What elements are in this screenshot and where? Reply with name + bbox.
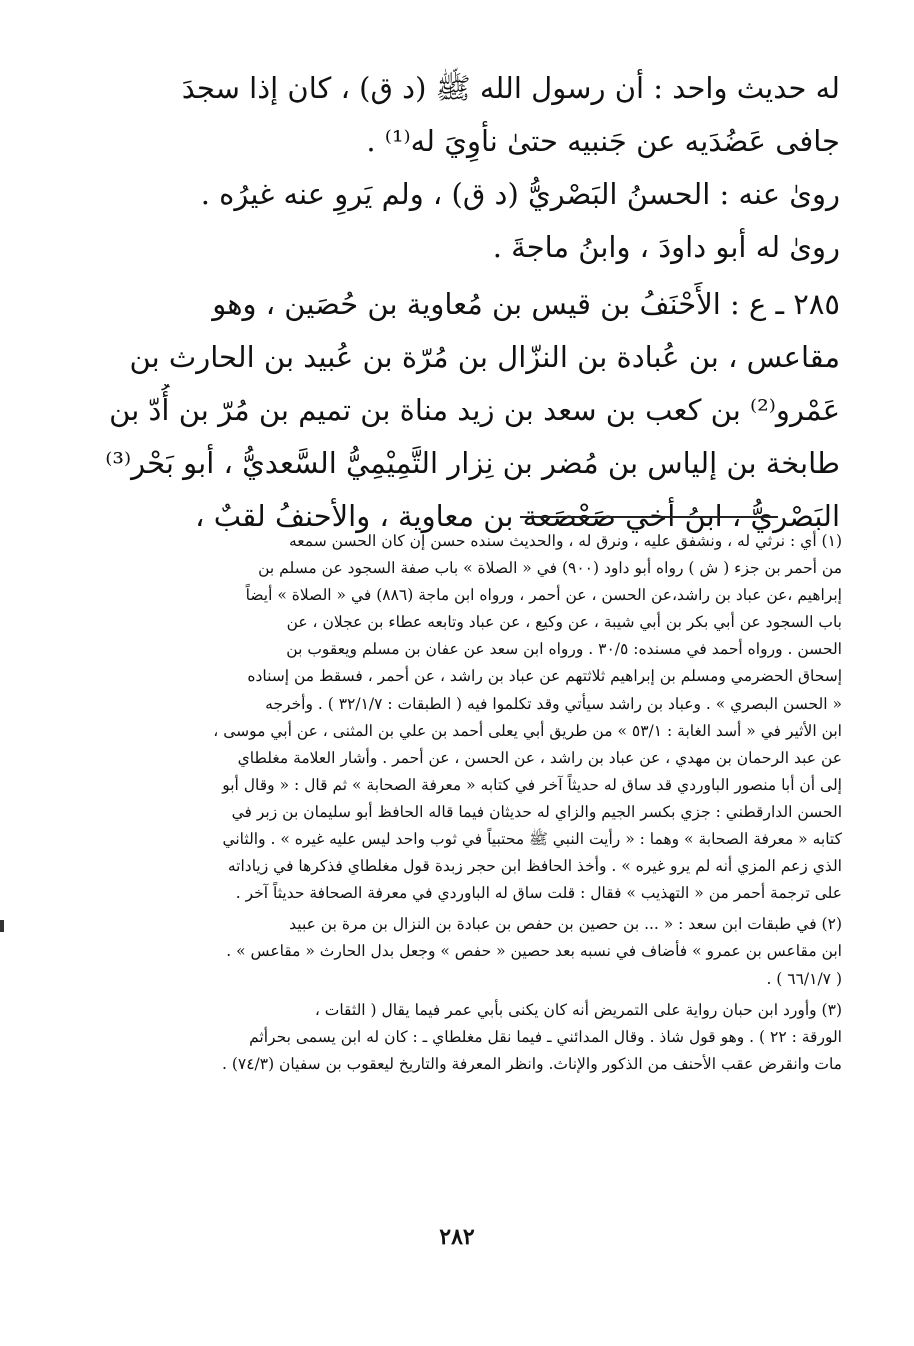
main-text-line: روىٰ عنه : الحسنُ البَصْريُّ (د ق) ، ولم يَروِ عنه غيرُه .: [200, 177, 840, 211]
footnote-line: الورقة : ٢٢ ) . وهو قول شاذ . وقال المدائني ـ فيما نقل مغلطاي ـ : كان له ابن يسمى بحرأثم: [249, 1027, 842, 1046]
footnote-3: [82, 997, 842, 1078]
main-text-line: البَصْريُّ ، ابنُ أخي صَعْصَعة بن معاوية ، والأحنفُ لقبٌ ،: [195, 499, 840, 533]
footnote-line: (١) أي : نرثي له ، ونشفق عليه ، ونرق له ، والحديث سنده حسن إن كان الحسن سمعه: [289, 532, 842, 550]
footnote-line: ابن الأثير في « أسد الغابة : ٥٣/١ » من طريق أبي يعلى أحمد بن علي بن المثنى ، عن أبي موسى ،: [213, 721, 842, 740]
footnote-line: كتابه « معرفة الصحابة » وهما : « رأيت النبي ﷺ محتبياً في ثوب واحد ليس عليه غيره » . والثاني: [222, 830, 842, 849]
footnote-line: « الحسن البصري » . وعباد بن راشد سيأتي وقد تكلموا فيه ( الطبقات : ٣٢/١/٧ ) . وأخرجه: [265, 694, 842, 713]
footnote-line: عن عبد الرحمان بن مهدي ، عن عباد بن راشد ، عن الحسن ، عن أحمر . وأشار العلامة مغلطاي: [237, 748, 842, 767]
footnote-2: [82, 911, 842, 992]
main-text-line: له حديث واحد : أن رسول الله ﷺ (د ق) ، كان إذا سجدَ: [181, 71, 840, 105]
footnote-line: إلى أن أبا منصور الباوردي قد ساق له حديثاً آخر في كتابه « معرفة الصحابة » ثم قال : « وقال أبو: [222, 775, 842, 794]
scan-mark: [0, 920, 4, 932]
footnote-line: من أحمر بن جزء ( ش ) رواه أبو داود (٩٠٠) في « الصلاة » باب صفة السجود عن مسلم بن: [258, 559, 842, 578]
footnote-line: ( ٦٦/١/٧ ) .: [766, 969, 842, 988]
footnote-line: الحسن . ورواه أحمد في مسنده: ٣٠/٥ . ورواه ابن سعد عن عفان بن مسلم ويعقوب بن: [286, 640, 842, 659]
main-text-line: مقاعس ، بن عُبادة بن النزّال بن مُرّة بن عُبيد بن الحارث بن: [129, 340, 840, 374]
footnote-1: [82, 528, 842, 907]
footnote-line: إبراهيم ،عن عباد بن راشد،عن الحسن ، عن أحمر ، ورواه ابن ماجة (٨٨٦) في « الصلاة » أيضاً: [245, 586, 842, 605]
footnote-line: ابن مقاعس بن عمرو » فأضاف في نسبه بعد حصين « حفص » وجعل بدل الحارث « مقاعس » .: [226, 942, 842, 961]
footnote-line: الحسن الدارقطني : جزي بكسر الجيم والزاي له حديثان فيما قاله الحافظ أبو سليمان بن زبر في: [231, 802, 842, 821]
main-text-line: عَمْرو⁽²⁾ بن كعب بن سعد بن زيد مناة بن تميم بن مُرّ بن أُدّ بن: [109, 393, 840, 427]
footnote-line: مات وانقرض عقب الأحنف من الذكور والإناث. وانظر المعرفة والتاريخ ليعقوب بن سفيان (٧٤/٣) .: [221, 1054, 842, 1073]
main-text: [80, 62, 840, 543]
footnote-line: باب السجود عن أبي بكر بن أبي شيبة ، عن وكيع ، عن عباد وتابعه عطاء بن عجلان ، عن: [286, 613, 842, 632]
footnotes: [82, 528, 842, 1078]
main-text-line: طابخة بن إلياس بن مُضر بن نِزار التَّمِيْمِيُّ السَّعديُّ ، أبو بَحْر⁽³⁾: [105, 446, 840, 480]
footnote-line: الذي زعم المزي أنه لم يرو غيره » . وأخذ الحافظ ابن حجر زبدة قول مغلطاي فذكرها في زياداته: [227, 857, 842, 876]
page-number: ٢٨٢: [439, 1224, 475, 1250]
footnote-line: على ترجمة أحمر من « التهذيب » فقال : قلت ساق له الباوردي في معرفة الصحافة حديثاً آخر .: [235, 884, 842, 903]
main-text-line: روىٰ له أبو داودَ ، وابنُ ماجةَ .: [492, 230, 840, 264]
footnote-divider: [520, 516, 778, 518]
footnote-line: (٣) وأورد ابن حبان رواية على التمريض أنه كان يكنى بأبي عمر فيما يقال ( الثقات ،: [314, 1000, 842, 1019]
footnote-line: (٢) في طبقات ابن سعد : « ... بن حصين بن حفص بن عبادة بن النزال بن مرة بن عبيد: [289, 915, 842, 934]
footnote-line: إسحاق الحضرمي ومسلم بن إبراهيم ثلاثتهم عن عباد بن راشد ، عن أحمر ، فسقط من إسناده: [247, 667, 842, 686]
main-text-line: جافى عَضُدَيه عن جَنبيه حتىٰ نأوِيَ له⁽¹⁾ .: [366, 124, 840, 158]
entry-heading-line: ٢٨٥ ـ ع : الأَحْنَفُ بن قيس بن مُعاوية بن حُصَين ، وهو: [212, 287, 840, 321]
